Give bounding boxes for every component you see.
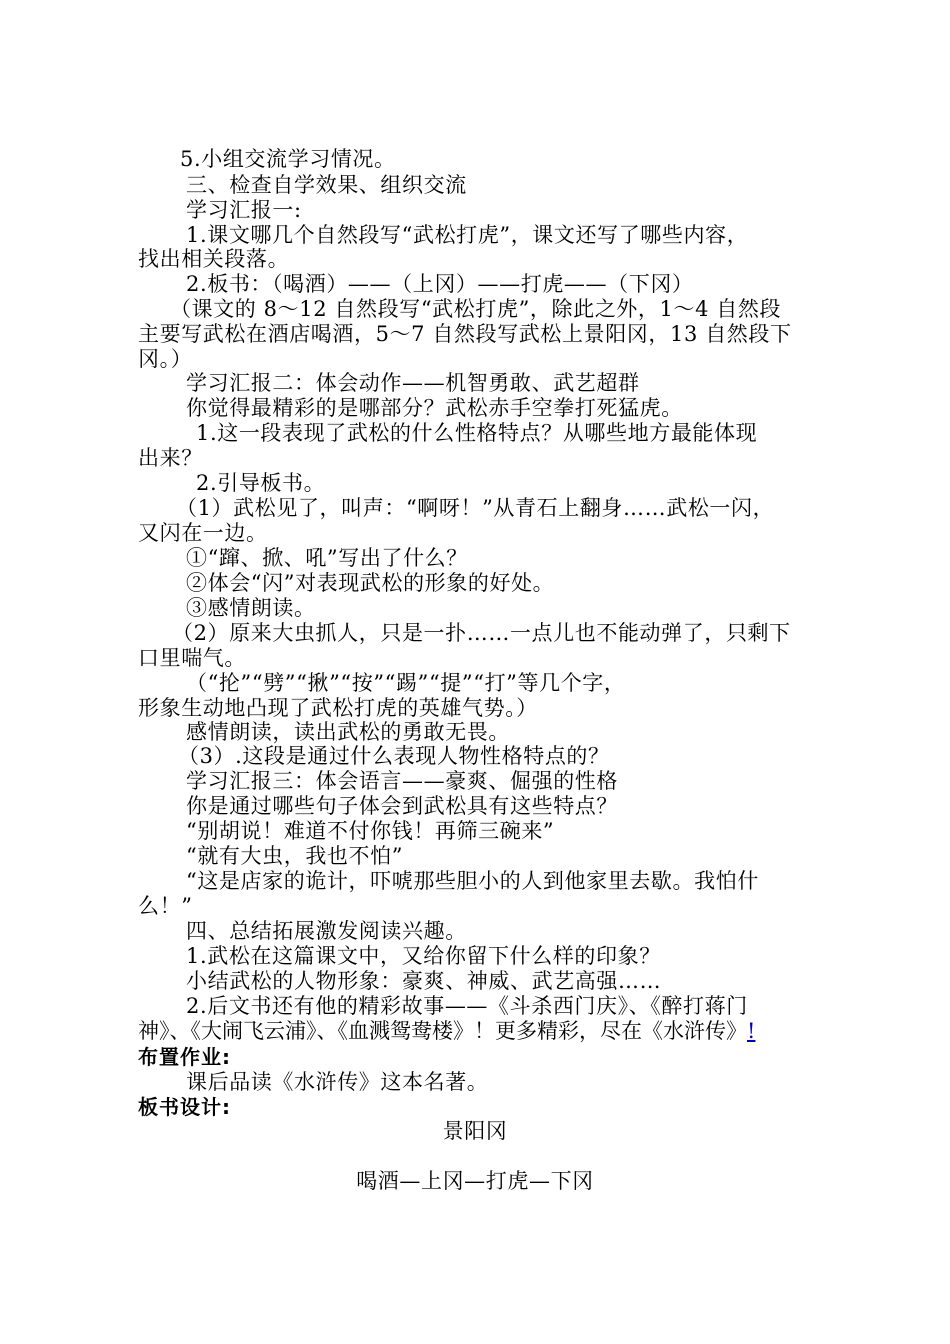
section-4-q2-cont <box>138 1018 828 1044</box>
excerpt-1: （1）武松见了，叫声：“啊呀！”从青石上翻身……武松一闪， <box>176 496 775 520</box>
report-1-note-3: 冈。） <box>138 347 193 371</box>
excerpt-2-note: （“抡”“劈”“揪”“按”“踢”“提”“打”等几个字， <box>186 671 626 695</box>
quote-1: “别胡说！难道不付你钱！再筛三碗来” <box>186 819 555 843</box>
report-1-note-2: 主要写武松在酒店喝酒，5～7 自然段写武松上景阳冈，13 自然段下 <box>138 322 792 346</box>
excerpt-3: （3）.这段是通过什么表现人物性格特点的？ <box>178 744 610 768</box>
section-4-q1: 1.武松在这篇课文中，又给你留下什么样的印象？ <box>186 944 661 968</box>
quote-2: “就有大虫，我也不怕” <box>186 844 404 868</box>
report-1-q1-cont: 找出相关段落。 <box>138 247 290 271</box>
board-flow: 喝酒—上冈—打虎—下冈 <box>356 1169 594 1193</box>
excerpt-1-item-3: ③感情朗读。 <box>186 596 316 620</box>
excerpt-1-cont: 又闪在一边。 <box>138 521 268 545</box>
board-title: 景阳冈 <box>442 1119 508 1143</box>
report-2-question: 你觉得最精彩的是哪部分？武松赤手空拳打死猛虎。 <box>186 396 683 420</box>
report-1-board: 2.板书：（喝酒）——（上冈）——打虎——（下冈） <box>186 272 694 296</box>
report-3-heading: 学习汇报三：体会语言——豪爽、倔强的性格 <box>186 769 618 793</box>
homework-text: 课后品读《水浒传》这本名著。 <box>186 1070 489 1094</box>
report-2-q2: 2.引导板书。 <box>196 471 326 495</box>
excerpt-2: （2）原来大虫抓人，只是一扑……一点儿也不能动弹了，只剩下 <box>172 621 791 645</box>
quote-3-cont: 么！” <box>138 894 193 918</box>
section-3-heading: 三、检查自学效果、组织交流 <box>186 173 467 197</box>
link-exclamation[interactable]: ! <box>747 1019 756 1043</box>
quote-3: “这是店家的诡计，吓唬那些胆小的人到他家里去歇。我怕什 <box>186 869 759 893</box>
report-2-q1-cont: 出来？ <box>138 446 203 470</box>
board-design-heading: 板书设计: <box>138 1095 231 1119</box>
excerpt-2-cont: 口里喘气。 <box>138 646 246 670</box>
report-3-question: 你是通过哪些句子体会到武松具有这些特点？ <box>186 794 618 818</box>
report-1-note-1: （课文的 8～12 自然段写“武松打虎”，除此之外，1～4 自然段 <box>170 297 782 321</box>
emotional-reading: 感情朗读，读出武松的勇敢无畏。 <box>186 720 510 744</box>
step-5: 5.小组交流学习情况。 <box>180 147 396 171</box>
homework-heading: 布置作业: <box>138 1045 231 1069</box>
excerpt-1-item-1: ①“蹿、掀、吼”写出了什么？ <box>186 546 468 570</box>
excerpt-1-item-2: ②体会“闪”对表现武松的形象的好处。 <box>186 571 555 595</box>
section-4-q2: 2.后文书还有他的精彩故事——《斗杀西门庆》、《醉打蒋门 <box>186 994 748 1018</box>
report-2-q1: 1.这一段表现了武松的什么性格特点？从哪些地方最能体现 <box>196 421 758 445</box>
report-2-heading: 学习汇报二：体会动作——机智勇敢、武艺超群 <box>186 371 640 395</box>
excerpt-2-note-cont: 形象生动地凸现了武松打虎的英雄气势。） <box>138 696 538 720</box>
section-4-summary: 小结武松的人物形象：豪爽、神威、武艺高强…… <box>186 969 662 993</box>
report-1-q1: 1.课文哪几个自然段写“武松打虎”，课文还写了哪些内容， <box>186 223 749 247</box>
section-4-q2-cont-text: 神》、《大闹飞云浦》、《血溅鸳鸯楼》！更多精彩，尽在《水浒传》 <box>138 1019 747 1043</box>
report-1-heading: 学习汇报一: <box>186 198 302 222</box>
section-4-heading: 四、总结拓展激发阅读兴趣。 <box>186 919 467 943</box>
